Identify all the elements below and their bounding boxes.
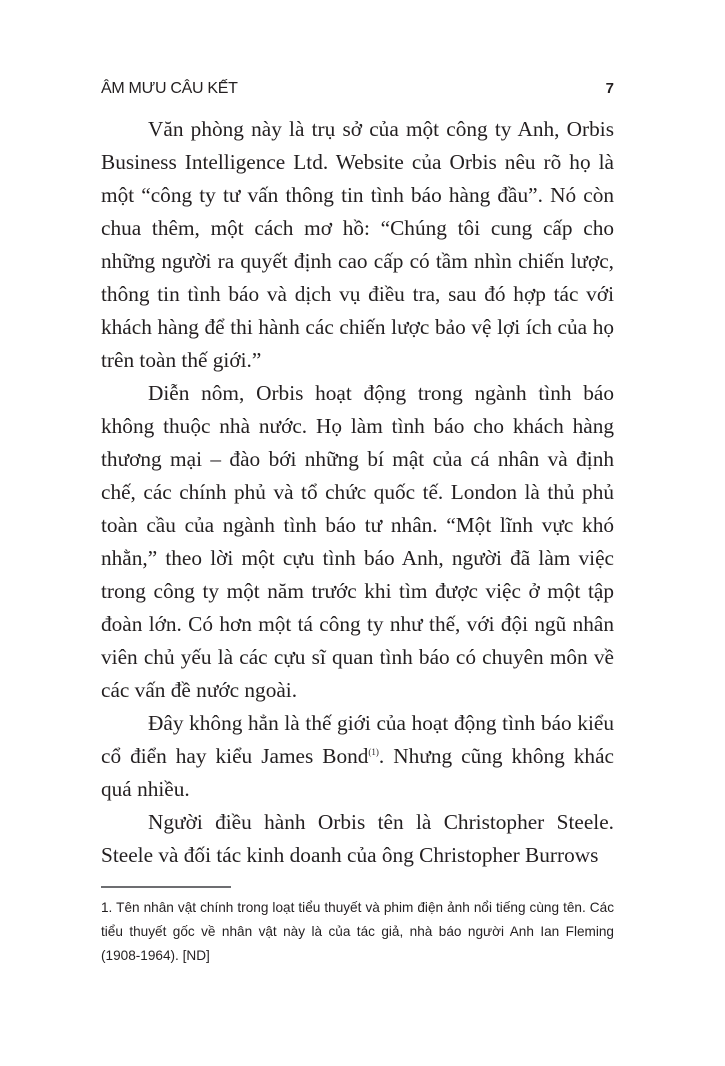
page-number: 7: [605, 80, 614, 97]
paragraph: Văn phòng này là trụ sở của một công ty Anh, Orbis Business Intelligence Ltd. Website của Orbis nêu rõ họ là một “công ty tư vấn thông tin tình báo hàng đầu”. Nó còn chua thêm, một cách mơ hồ: “Chúng tôi cung cấp cho những người ra quyết định cao cấp có tầm nhìn chiến lược, thông tin tình báo và dịch vụ điều tra, sau đó hợp tác với khách hàng để thi hành các chiến lược bảo vệ lợi ích của họ trên toàn thế giới.”: [101, 117, 614, 372]
paragraph: Người điều hành Orbis tên là Christopher Steele. Steele và đối tác kinh doanh của ông Christopher Burrows: [101, 810, 614, 867]
running-title: ÂM MƯU CÂU KẾT: [101, 80, 238, 97]
body-text: [101, 113, 614, 872]
paragraph: Diễn nôm, Orbis hoạt động trong ngành tình báo không thuộc nhà nước. Họ làm tình báo cho khách hàng thương mại – đào bới những bí mật của cá nhân và định chế, các chính phủ và tổ chức quốc tế. London là thủ phủ toàn cầu của ngành tình báo tư nhân. “Một lĩnh vực khó nhằn,” theo lời một cựu tình báo Anh, người đã làm việc trong công ty một năm trước khi tìm được việc ở một tập đoàn lớn. Có hơn một tá công ty như thế, với đội ngũ nhân viên chủ yếu là các cựu sĩ quan tình báo có chuyên môn về các vấn đề nước ngoài.: [101, 381, 614, 702]
footnotes: [101, 896, 614, 968]
paragraph: [101, 707, 614, 806]
paragraph-text: Đây không hẳn là thế giới của hoạt động tình báo kiểu cổ điển hay kiểu James Bond: [101, 711, 614, 768]
footnote: 1. Tên nhân vật chính trong loạt tiểu thuyết và phim điện ảnh nổi tiếng cùng tên. Các tiểu thuyết gốc về nhân vật này là của tác giả, nhà báo người Anh Ian Fleming (1908-1964). [ND]: [101, 900, 614, 963]
paragraph-text: . Nhưng cũng không khác quá nhiều.: [101, 744, 614, 801]
footnote-divider: [101, 886, 231, 888]
running-header: [101, 80, 614, 102]
footnote-reference[interactable]: (1): [368, 747, 379, 757]
